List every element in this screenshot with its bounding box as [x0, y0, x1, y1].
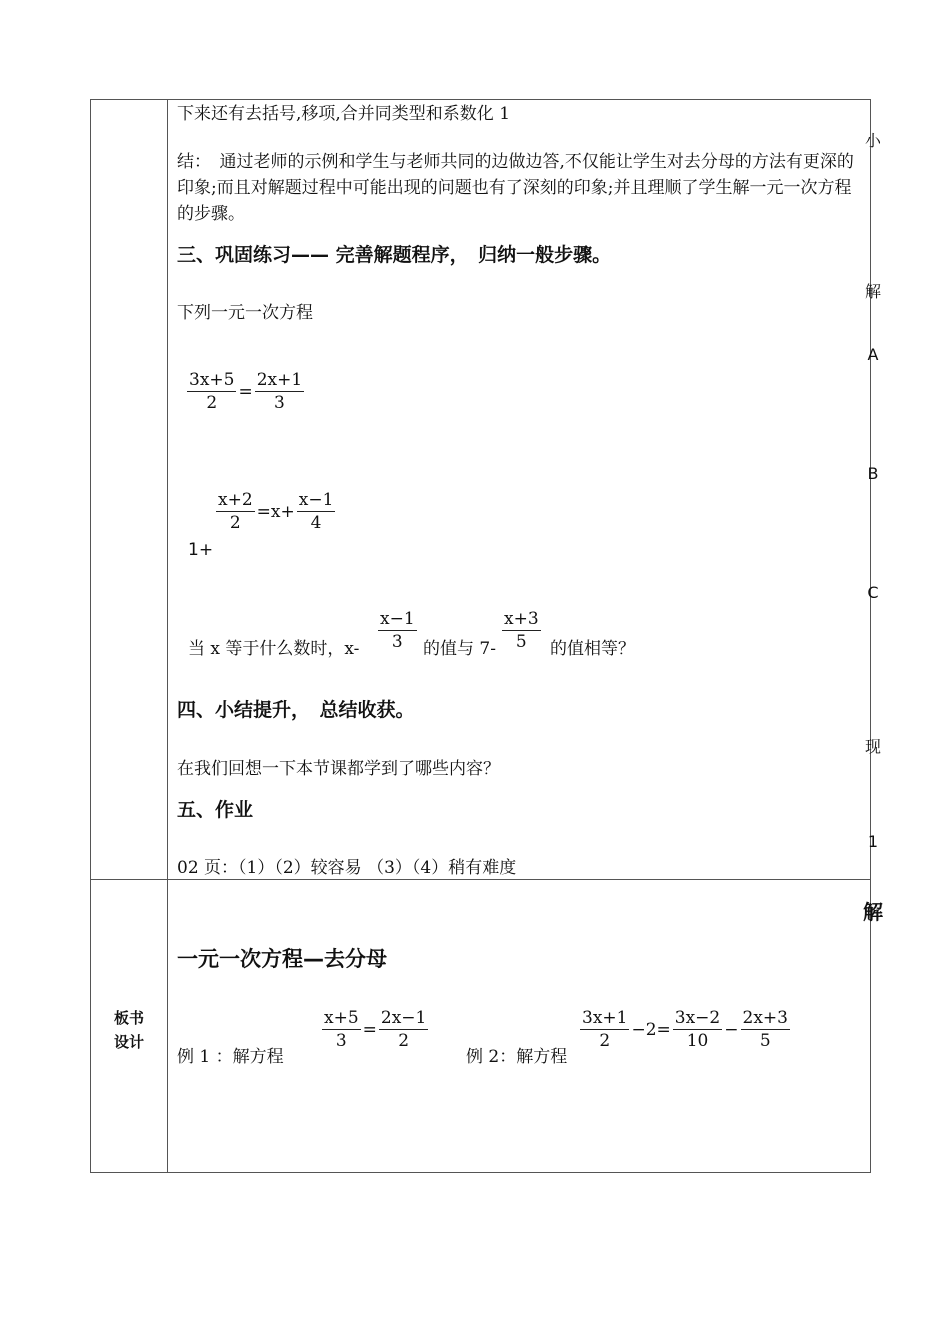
intro-line: 下来还有去括号,移项,合并同类型和系数化 1	[177, 104, 511, 124]
ex1-equals: =	[362, 1019, 377, 1040]
homework-line: 02 页：（1）（2）较容易 （3）（4）稍有难度	[177, 858, 517, 878]
eq1-numerator-1: 3x+5	[189, 370, 235, 390]
review-question: 在我们回想一下本节课都学到了哪些内容？	[177, 759, 500, 779]
table-right-border	[870, 99, 871, 1173]
section-heading-4: 四、小结提升， 总结收获。	[177, 699, 415, 721]
ex2-numerator-1: 3x+1	[582, 1008, 628, 1028]
q3-text-middle: 的值与 7-	[423, 639, 496, 659]
right-col-char-5: C	[867, 583, 879, 602]
ex2-denominator-3: 5	[759, 1031, 771, 1051]
board-label-line-2: 设计	[113, 1033, 144, 1051]
ex2-middle-2: −	[724, 1019, 739, 1040]
board-design-label	[92, 1006, 166, 1054]
ex1-denominator-1: 3	[335, 1031, 347, 1051]
section-heading-3: 三、巩固练习—— 完善解题程序， 归纳一般步骤。	[177, 244, 612, 266]
q3-fraction-2	[502, 608, 541, 653]
example-2-label: 例 2：解方程	[466, 1047, 568, 1067]
q3-denominator-1: 3	[391, 632, 403, 652]
eq2-middle: =x+	[256, 501, 295, 522]
ex1-numerator-2: 2x−1	[380, 1008, 427, 1028]
ex2-middle-1: −2=	[631, 1019, 671, 1040]
eq2-prefix: 1+	[188, 540, 214, 560]
table-left-border	[90, 99, 91, 1173]
section-heading-5: 五、作业	[177, 799, 254, 821]
q3-fraction-1	[378, 608, 417, 653]
q3-text-end: 的值相等？	[550, 639, 635, 659]
right-col-char-7: 1	[867, 832, 879, 851]
q3-denominator-2: 5	[515, 632, 527, 652]
q3-text-start: 当 x 等于什么数时，x-	[188, 639, 360, 659]
example-1-equation	[322, 1007, 428, 1052]
right-col-char-2: 解	[864, 282, 881, 301]
right-col-char-4: B	[867, 464, 879, 483]
eq2-numerator-2: x−1	[298, 490, 334, 510]
eq1-denominator-1: 2	[206, 393, 218, 413]
right-col-char-3: A	[867, 345, 879, 364]
board-label-line-1: 板书	[113, 1009, 144, 1027]
table-top-border	[90, 99, 871, 100]
right-col-char-1: 小	[864, 131, 881, 150]
example-1-label: 例 1 ：解方程	[177, 1047, 284, 1067]
equation-2	[216, 489, 335, 534]
ex2-denominator-2: 10	[686, 1031, 709, 1051]
board-title: 一元一次方程—去分母	[177, 947, 387, 971]
ex1-denominator-2: 2	[398, 1031, 410, 1051]
summary-paragraph: 结： 通过老师的示例和学生与老师共同的边做边答,不仅能让学生对去分母的方法有更深的印象;而且对解题过程中可能出现的问题也有了深刻的印象;并且理顺了学生解一元一次方程的步骤。	[177, 152, 854, 224]
ex2-numerator-3: 2x+3	[742, 1008, 788, 1028]
eq2-denominator-2: 4	[310, 513, 322, 533]
eq1-numerator-2: 2x+1	[256, 370, 303, 390]
q3-numerator-1: x−1	[380, 609, 415, 629]
ex2-numerator-2: 3x−2	[674, 1008, 721, 1028]
eq2-denominator-1: 2	[229, 513, 241, 533]
equation-1	[187, 369, 304, 414]
ex1-numerator-1: x+5	[324, 1008, 359, 1028]
eq2-numerator-1: x+2	[218, 490, 253, 510]
exercise-intro: 下列一元一次方程	[177, 303, 313, 323]
ex2-denominator-1: 2	[599, 1031, 611, 1051]
eq1-denominator-2: 3	[274, 393, 285, 413]
table-divider	[167, 99, 168, 1173]
table-bottom-border	[90, 1172, 871, 1173]
right-col-char-6: 现	[864, 737, 881, 756]
eq1-equals: =	[238, 381, 253, 402]
example-2-equation	[580, 1007, 790, 1052]
right-col-char-8: 解	[863, 900, 883, 924]
q3-numerator-2: x+3	[504, 609, 539, 629]
